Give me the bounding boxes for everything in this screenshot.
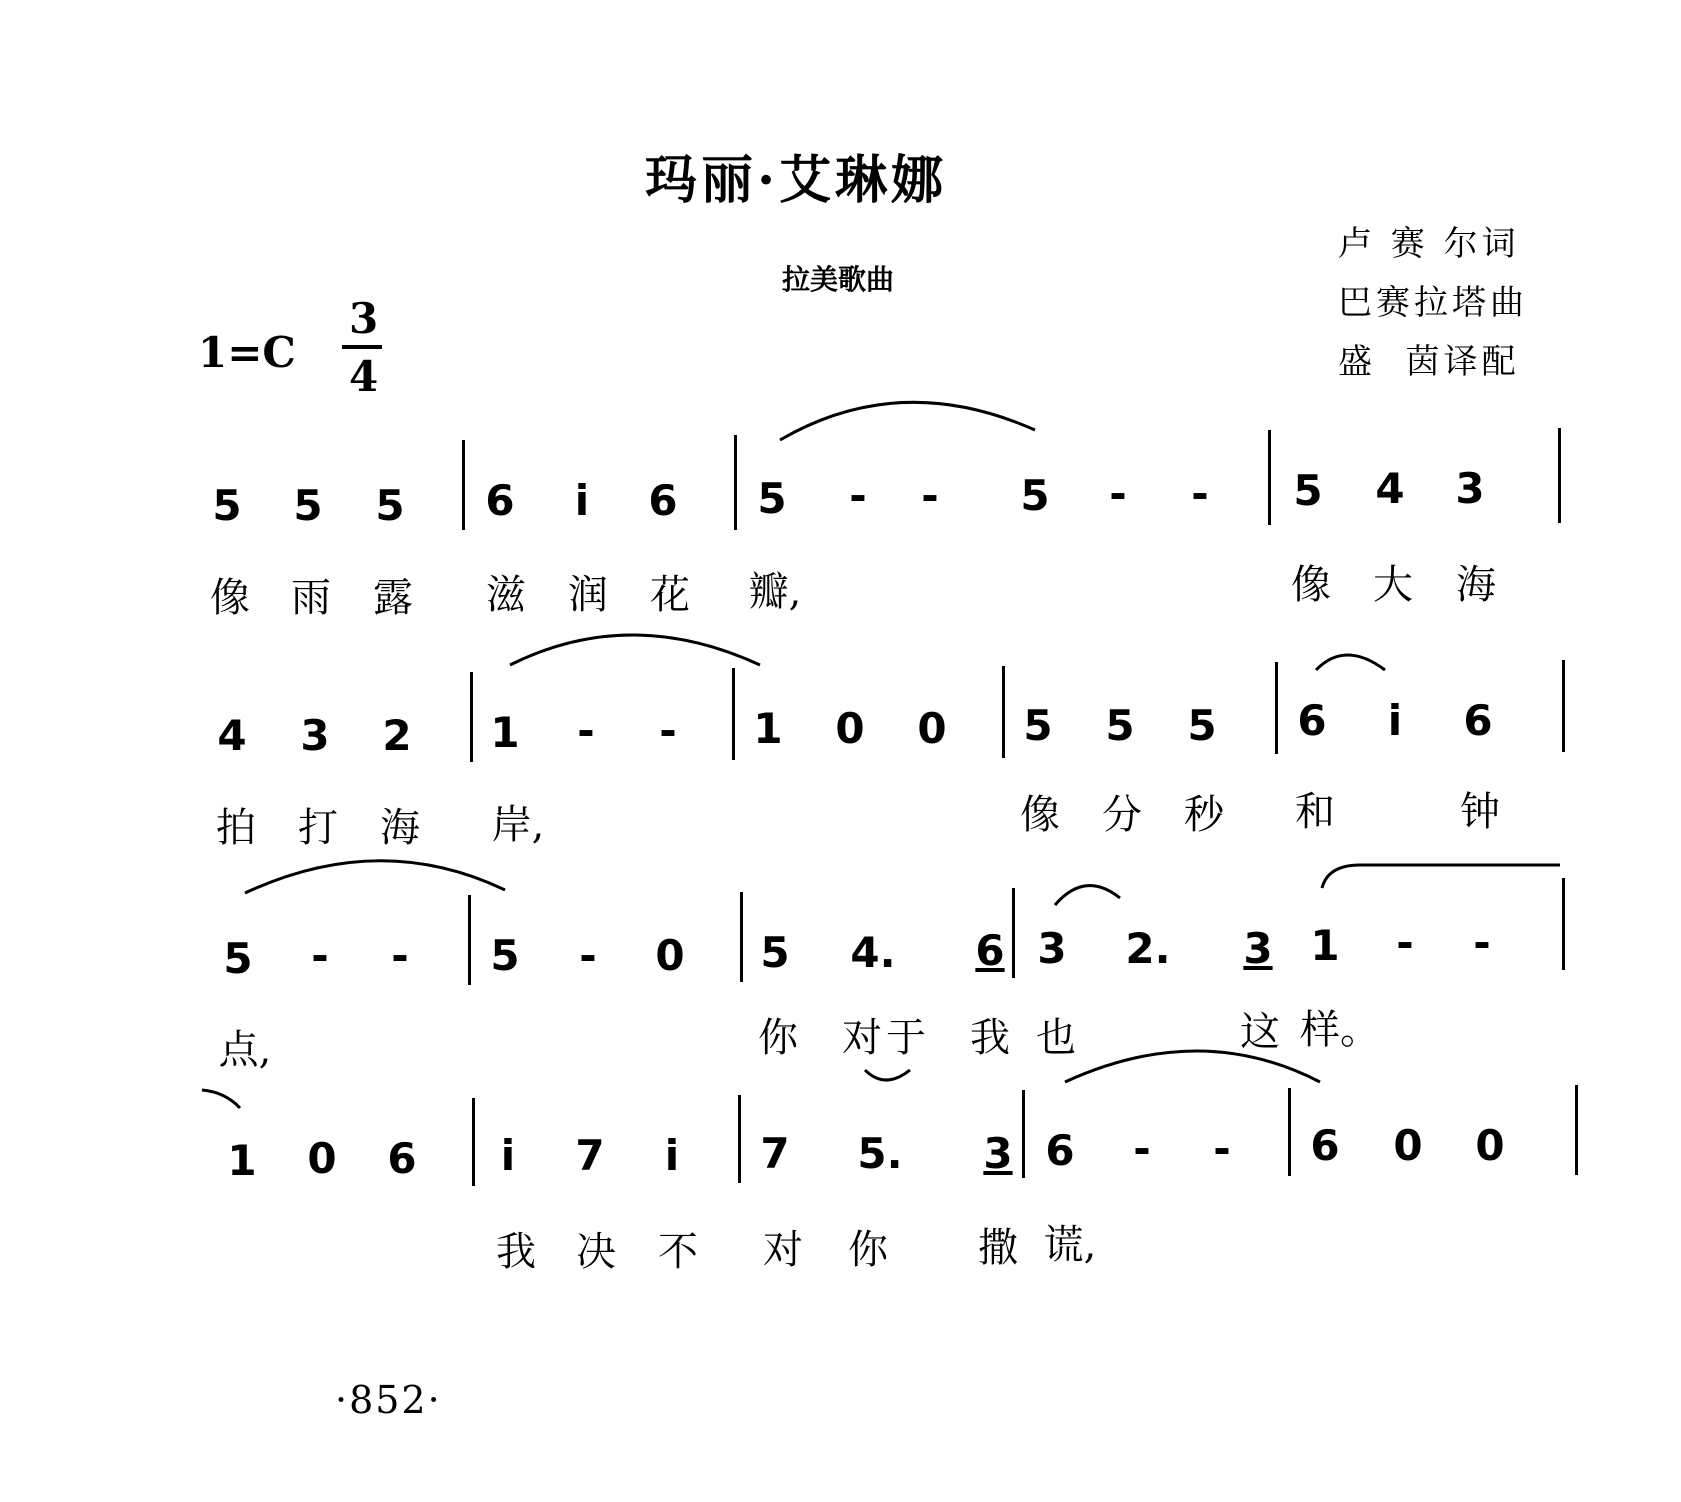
note: 0 [655, 931, 685, 980]
slur [202, 1090, 240, 1108]
note: 6 [975, 926, 1005, 975]
barline [1562, 878, 1565, 970]
note: 0 [1393, 1121, 1423, 1170]
lyric: 分 [1102, 792, 1142, 838]
slur [1316, 655, 1385, 670]
note: 1 [753, 704, 783, 753]
note: - [1191, 469, 1209, 518]
lyric: 谎, [1043, 1222, 1097, 1268]
barline [732, 668, 735, 760]
slur [1055, 886, 1120, 905]
composer-credit: 巴赛拉塔曲 [1338, 283, 1528, 323]
barline [1288, 1088, 1291, 1176]
note: 5 [375, 481, 405, 530]
note: 4 [217, 711, 247, 760]
note: 1 [1310, 921, 1340, 970]
translator-credit: 盛 茵译配 [1338, 342, 1520, 382]
lyric: 决 [576, 1229, 616, 1275]
note: 0 [835, 704, 865, 753]
note: 5 [490, 931, 520, 980]
time-signature-top: 3 [349, 294, 379, 343]
note: 5 [212, 481, 242, 530]
note: - [1133, 1124, 1151, 1173]
note: 5 [1020, 471, 1050, 520]
note: 2. [1125, 924, 1171, 973]
lyric: 你 [848, 1227, 888, 1273]
lyric: 这 [1240, 1009, 1280, 1055]
lyric: 像 [210, 575, 250, 621]
note: - [579, 931, 597, 980]
lyric: 润 [568, 572, 608, 618]
note: 5 [1023, 701, 1053, 750]
slur [245, 861, 505, 893]
note: i [664, 1131, 680, 1180]
barline [1275, 662, 1278, 754]
lyric: 我 [496, 1229, 536, 1275]
note: - [577, 706, 595, 755]
lyric: 滋 [486, 572, 526, 618]
barline [738, 1095, 741, 1183]
note: 3 [300, 711, 330, 760]
lyric: 秒 [1184, 792, 1224, 838]
lyric: 大 [1373, 562, 1413, 608]
note: 5 [1105, 701, 1135, 750]
note: 6 [1297, 696, 1327, 745]
note: 6 [1310, 1121, 1340, 1170]
note: - [921, 471, 939, 520]
note: - [1396, 918, 1414, 967]
note: 3 [1243, 924, 1273, 973]
lyricist-credit: 卢 赛 尔词 [1338, 224, 1520, 264]
lyric: 拍 [216, 805, 256, 851]
note: 0 [1475, 1121, 1505, 1170]
lyric: 样。 [1300, 1007, 1380, 1053]
note: i [500, 1131, 516, 1180]
lyric: 海 [1456, 562, 1496, 608]
lyric: 我 [970, 1015, 1010, 1061]
slur [780, 402, 1035, 440]
note: 4. [850, 928, 896, 977]
lyric: 海 [380, 805, 420, 851]
note: 6 [387, 1134, 417, 1183]
slur [1322, 865, 1560, 888]
lyric: 瓣, [748, 569, 802, 615]
note: - [391, 931, 409, 980]
lyric: 点, [218, 1027, 272, 1073]
lyric: 撒 [978, 1225, 1018, 1271]
lyric: 和 [1295, 789, 1335, 835]
lyric: 雨 [291, 575, 331, 621]
barline [1562, 660, 1565, 752]
lyric: 钟 [1460, 789, 1500, 835]
barline [1558, 428, 1561, 523]
note: 5. [857, 1129, 903, 1178]
note: 0 [307, 1134, 337, 1183]
note: 6 [485, 476, 515, 525]
note: 5 [757, 474, 787, 523]
note: 3 [1455, 464, 1485, 513]
slur [1065, 1051, 1320, 1082]
note: 6 [1463, 696, 1493, 745]
lyric: 打 [298, 805, 338, 851]
note: 5 [1187, 701, 1217, 750]
song-title: 玛丽·艾琳娜 [645, 150, 948, 211]
note: 3 [983, 1129, 1013, 1178]
barline [1022, 1090, 1025, 1178]
time-signature-bottom: 4 [349, 352, 379, 401]
note: 2 [382, 711, 412, 760]
lyric: 于 [886, 1015, 926, 1061]
lyric: 也 [1036, 1015, 1076, 1061]
note: 1 [227, 1136, 257, 1185]
note: - [849, 471, 867, 520]
lyric: 你 [758, 1015, 798, 1061]
barline [1575, 1085, 1578, 1175]
note: - [1109, 469, 1127, 518]
lyric: 对 [842, 1015, 882, 1061]
lyric: 像 [1020, 792, 1060, 838]
note: 6 [648, 476, 678, 525]
lyric: 岸, [491, 802, 545, 848]
note: 4 [1375, 464, 1405, 513]
note: 5 [1293, 466, 1323, 515]
note: 1 [490, 708, 520, 757]
barline [734, 435, 737, 530]
lyric: 花 [650, 572, 690, 618]
note: 0 [917, 704, 947, 753]
slur [510, 635, 760, 665]
note: 5 [293, 481, 323, 530]
lyric: 像 [1291, 562, 1331, 608]
note: 5 [223, 934, 253, 983]
note: 5 [760, 928, 790, 977]
note: - [311, 931, 329, 980]
note: - [1213, 1124, 1231, 1173]
note: i [574, 476, 590, 525]
slur [865, 1070, 910, 1080]
note: 6 [1045, 1126, 1075, 1175]
barline [740, 892, 743, 982]
barline [1002, 666, 1005, 758]
note: 7 [760, 1129, 790, 1178]
lyric: 不 [658, 1229, 698, 1275]
note: - [1473, 918, 1491, 967]
lyric: 露 [373, 575, 413, 621]
barline [468, 895, 471, 985]
note: 3 [1037, 924, 1067, 973]
note: i [1387, 696, 1403, 745]
barline [472, 1098, 475, 1186]
barline [470, 672, 473, 762]
note: 7 [575, 1131, 605, 1180]
page-number: ·852· [335, 1378, 442, 1422]
lyric: 对 [763, 1227, 803, 1273]
barline [462, 440, 465, 530]
barline [1268, 430, 1271, 525]
key-signature: 1=C [198, 328, 296, 377]
barline [1012, 888, 1015, 978]
song-genre: 拉美歌曲 [782, 263, 895, 296]
note: - [659, 706, 677, 755]
